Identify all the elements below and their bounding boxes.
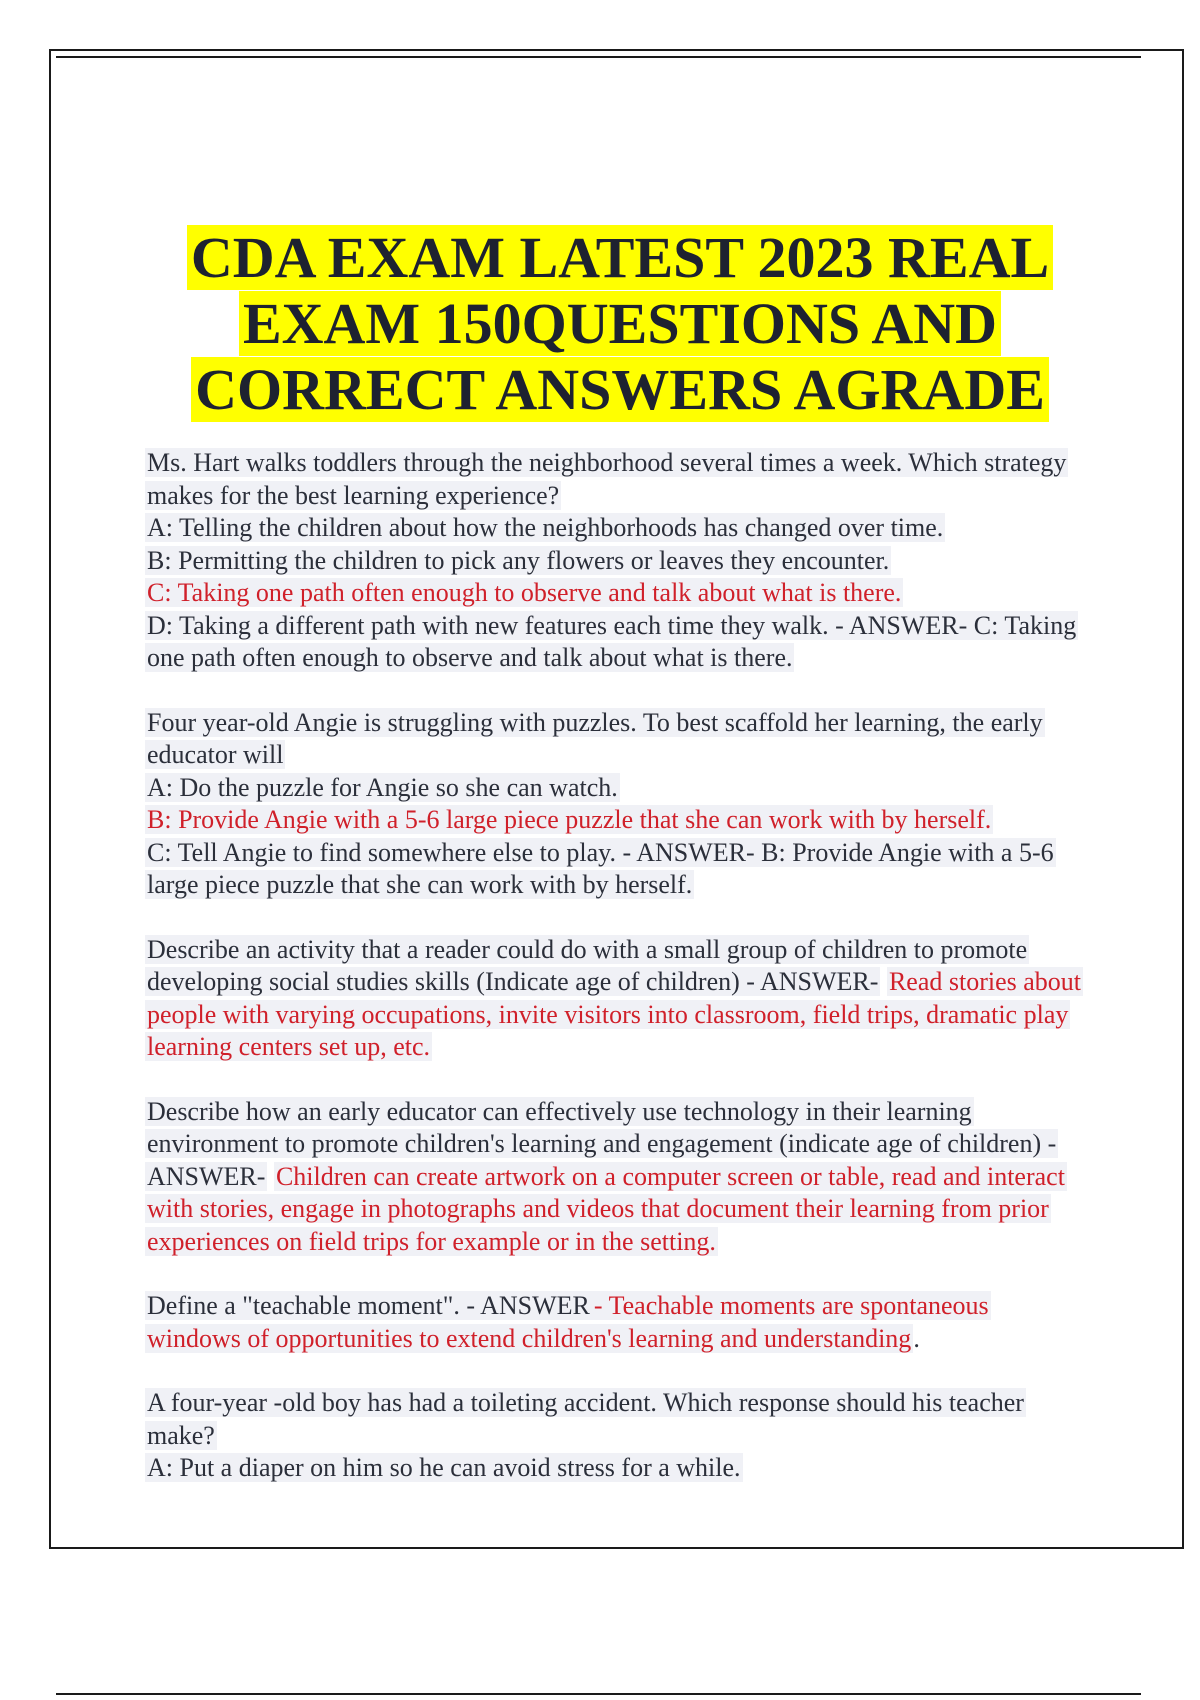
title-line-1: CDA EXAM LATEST 2023 REAL bbox=[187, 225, 1053, 290]
option-b-correct: B: Provide Angie with a 5-6 large piece puzzle that she can work with by herself. bbox=[147, 805, 992, 834]
question-text: Describe an activity that a reader could do with a small group of children to promote developing social studies skills (Indicate age of children) - ANSWER- bbox=[147, 934, 1028, 996]
option-c-with-answer: C: Tell Angie to find somewhere else to play. - ANSWER- B: Provide Angie with a 5-6 large piece puzzle that she can work with by herself. bbox=[147, 837, 1054, 899]
question-text: A four-year -old boy has had a toileting accident. Which response should his teacher make? bbox=[147, 1388, 1024, 1450]
option-a: A: Telling the children about how the neighborhoods has changed over time. bbox=[147, 513, 944, 542]
top-rule bbox=[56, 56, 1141, 58]
question-block-5 bbox=[145, 1290, 1085, 1355]
question-text: Ms. Hart walks toddlers through the neighborhood several times a week. Which strategy makes for the best learning experience? bbox=[147, 448, 1067, 510]
answer-text: Children can create artwork on a computer screen or table, read and interact with stories, engage in photographs and videos that document their learning from prior experiences on field trips for example or in the setting. bbox=[147, 1161, 1065, 1256]
document-body bbox=[145, 447, 1085, 1517]
title-line-3: CORRECT ANSWERS AGRADE bbox=[191, 357, 1049, 422]
option-b: B: Permitting the children to pick any flowers or leaves they encounter. bbox=[147, 545, 890, 575]
bottom-rule bbox=[56, 1693, 1141, 1695]
question-block-6 bbox=[145, 1387, 1085, 1485]
question-block-2 bbox=[145, 707, 1085, 902]
question-block-4 bbox=[145, 1096, 1085, 1259]
question-block-1 bbox=[145, 447, 1085, 675]
answer-text: - Teachable moments are spontaneous windows of opportunities to extend children's learning and understanding bbox=[147, 1291, 989, 1353]
option-a: A: Do the puzzle for Angie so she can watch. bbox=[147, 772, 618, 802]
option-a: A: Put a diaper on him so he can avoid stress for a while. bbox=[147, 1453, 741, 1482]
question-text: Define a "teachable moment". - ANSWER bbox=[147, 1291, 590, 1320]
question-text: Describe how an early educator can effectively use technology in their learning environment to promote children's learning and engagement (indicate age of children) - ANSWER- bbox=[147, 1096, 1057, 1191]
option-c-correct: C: Taking one path often enough to observe and talk about what is there. bbox=[147, 578, 902, 607]
question-text: Four year-old Angie is struggling with puzzles. To best scaffold her learning, the early educator will bbox=[147, 707, 1043, 769]
option-d-with-answer: D: Taking a different path with new features each time they walk. - ANSWER- C: Taking one path often enough to observe and talk about what is there. bbox=[147, 610, 1077, 672]
answer-period: . bbox=[913, 1323, 920, 1353]
question-block-3 bbox=[145, 934, 1085, 1064]
title-line-2: EXAM 150QUESTIONS AND bbox=[239, 291, 1001, 356]
document-title bbox=[140, 225, 1100, 423]
answer-text: Read stories about people with varying occupations, invite visitors into classroom, field trips, dramatic play learning centers set up, etc. bbox=[147, 967, 1082, 1061]
